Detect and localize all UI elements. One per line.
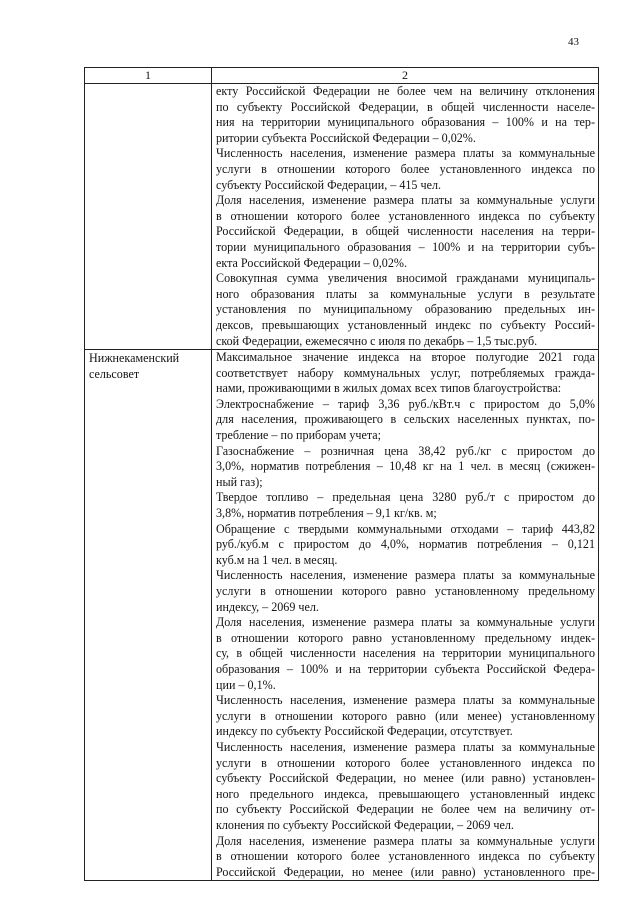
- description-text: [212, 350, 598, 880]
- table-row: [85, 84, 599, 350]
- text-line: нами, проживающими в жилых домах всех типов благоустройства:: [216, 381, 562, 396]
- description-cell: [212, 84, 599, 350]
- text-line: услуги в отношении которого равно (или менее) установленному: [216, 708, 595, 723]
- text-line: ритории субъекта Российской Федерации – 0,02%.: [216, 130, 476, 145]
- text-line: в отношении которого равно установленному предельному индек-: [216, 630, 595, 645]
- table-header-row: [85, 68, 599, 84]
- text-line: для населения, проживающего в сельских населенных пунктах, по-: [216, 412, 595, 427]
- description-cell: [212, 350, 599, 881]
- text-line: ния на территории муниципального образования – 100% и на тер-: [216, 115, 595, 130]
- municipality-cell: [85, 350, 212, 881]
- text-line: Твердое топливо – предельная цена 3280 руб./т с приростом до: [216, 490, 595, 505]
- text-line: Численность населения, изменение размера платы за коммунальные: [216, 146, 595, 161]
- text-line: Доля населения, изменение размера платы за коммунальные услуги: [216, 615, 595, 630]
- text-line: Максимальное значение индекса на второе полугодие 2021 года: [216, 350, 595, 365]
- text-line: екта Российской Федерации – 0,02%.: [216, 255, 408, 270]
- text-line: Совокупная сумма увеличения вносимой гражданами муниципаль-: [216, 271, 595, 286]
- text-line: ции – 0,1%.: [216, 677, 276, 692]
- text-line: су, в общей численности населения на территории муниципального: [216, 646, 595, 661]
- text-line: услуги в отношении которого равно установленному предельному: [216, 584, 595, 598]
- text-line: ного предельного индекса, превышающего установленный индекс: [216, 786, 595, 801]
- text-line: субъекту Российской Федерации, – 415 чел.: [216, 177, 442, 192]
- text-line: Численность населения, изменение размера платы за коммунальные: [216, 693, 595, 708]
- text-line: услуги в отношении которого более установленного индекса по: [216, 755, 595, 770]
- text-line: установления по муниципальному образованию предельных ин-: [216, 302, 595, 317]
- text-line: тории муниципального образования – 100% и на территории субъ-: [216, 239, 595, 254]
- text-line: клонения по субъекту Российской Федерации, – 2069 чел.: [216, 817, 514, 832]
- text-line: ного образования платы за коммунальные услуги в результате: [216, 286, 595, 301]
- text-line: екту Российской Федерации не более чем на величину отклонения: [216, 84, 595, 98]
- text-line: ской Федерации, ежемесячно с июля по декабрь – 1,5 тыс.руб.: [216, 333, 538, 348]
- column-header-1: 1: [85, 68, 212, 84]
- municipal-index-table: [84, 67, 599, 881]
- text-line: 3,0%, норматив потребления – 10,48 кг на 1 чел. в месяц (сжижен-: [216, 459, 595, 474]
- text-line: по субъекту Российской Федерации не более чем на величину от-: [216, 802, 595, 817]
- text-line: требление – по приборам учета;: [216, 428, 381, 443]
- text-line: Электроснабжение – тариф 3,36 руб./кВт.ч с приростом до 5,0%: [216, 396, 595, 411]
- text-line: дексов, превышающих установленный индекс по субъекту Россий-: [216, 317, 595, 332]
- text-line: по субъекту Российской Федерации, в общей численности населе-: [216, 99, 595, 114]
- text-line: индексу по субъекту Российской Федерации, отсутствует.: [216, 724, 513, 739]
- text-line: Доля населения, изменение размера платы за коммунальные услуги: [216, 833, 595, 848]
- text-line: субъекту Российской Федерации, но менее (или равно) установлен-: [216, 771, 595, 786]
- text-line: образования – 100% и на территории субъекта Российской Федера-: [216, 661, 595, 676]
- municipality-cell: [85, 84, 212, 350]
- text-line: индексу, – 2069 чел.: [216, 599, 319, 614]
- text-line: услуги в отношении которого более установленного индекса по: [216, 161, 595, 176]
- description-text: [212, 84, 598, 349]
- text-line: Газоснабжение – розничная цена 38,42 руб./кг с приростом до: [216, 443, 595, 458]
- text-line: руб./куб.м с приростом до 4,0%, норматив потребления – 0,121: [216, 537, 595, 552]
- text-line: 3,8%, норматив потребления – 9,1 кг/кв. м;: [216, 506, 437, 521]
- text-line: соответствует набору коммунальных услуг, потребляемых гражда-: [216, 365, 595, 380]
- table-row: [85, 350, 599, 881]
- text-line: куб.м на 1 чел. в месяц.: [216, 552, 338, 567]
- text-line: в отношении которого более установленного индекса по субъекту: [216, 849, 595, 864]
- municipality-type: сельсовет: [89, 366, 140, 381]
- text-line: Численность населения, изменение размера платы за коммунальные: [216, 739, 595, 754]
- column-header-2: 2: [212, 68, 599, 84]
- text-line: в отношении которого более установленного индекса по субъекту: [216, 208, 595, 223]
- text-line: Российской Федерации, но менее (или равно) установленного пре-: [216, 864, 595, 879]
- page-number: 43: [568, 36, 579, 48]
- text-line: ный газ);: [216, 474, 263, 489]
- text-line: Российской Федерации, в общей численности населения на терри-: [216, 224, 595, 239]
- text-line: Численность населения, изменение размера платы за коммунальные: [216, 568, 595, 583]
- text-line: Доля населения, изменение размера платы за коммунальные услуги: [216, 193, 595, 208]
- text-line: Обращение с твердыми коммунальными отходами – тариф 443,82: [216, 521, 595, 536]
- municipality-name: Нижнекаменский: [89, 351, 180, 366]
